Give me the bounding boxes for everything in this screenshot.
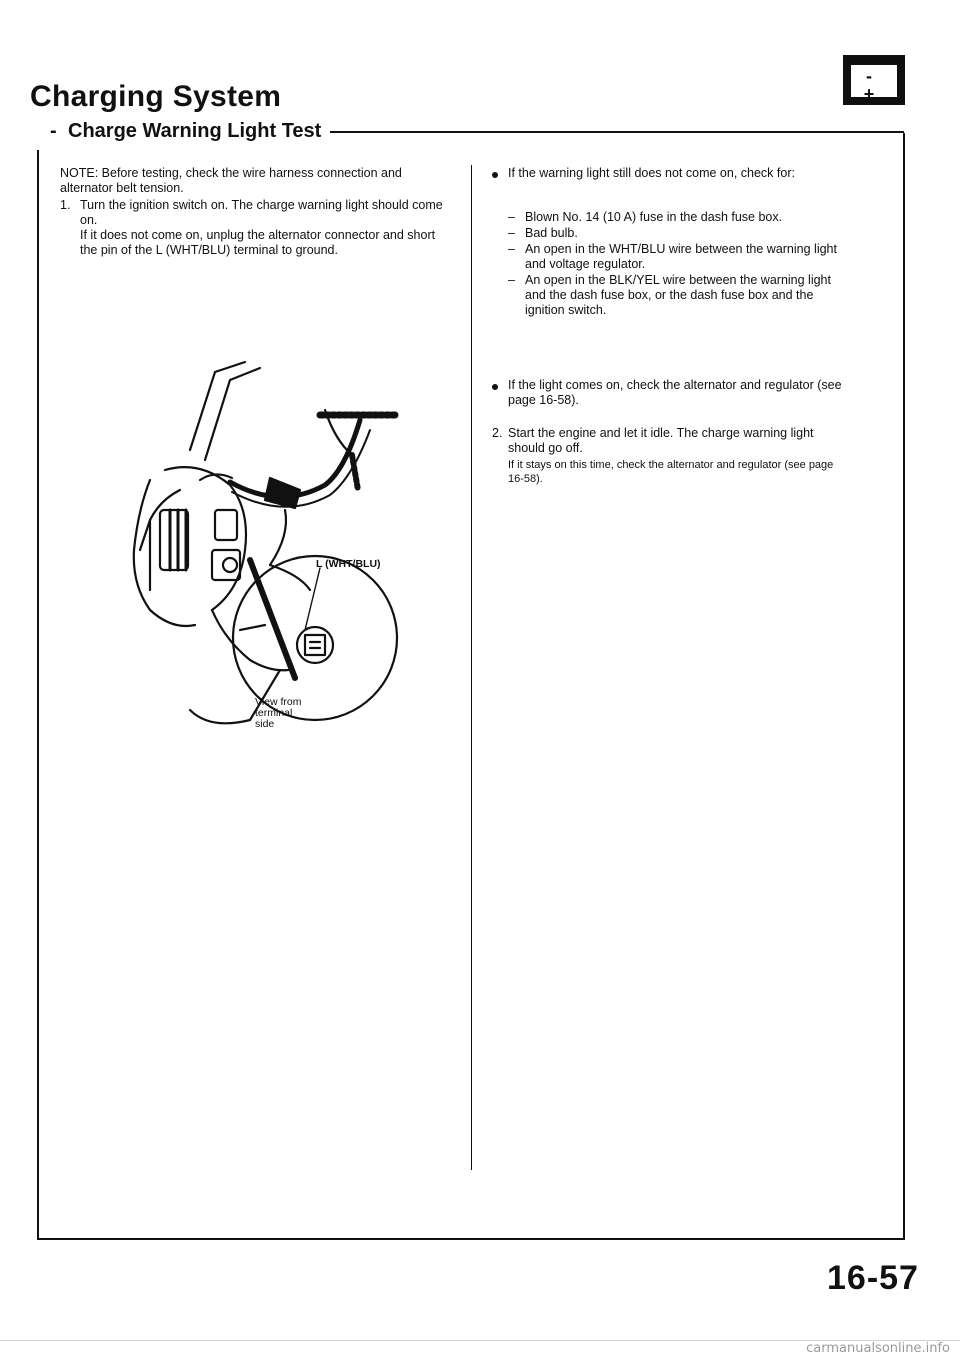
subtitle-dash: - [50, 120, 57, 142]
list-item: – An open in the BLK/YEL wire between the warning light and the dash fuse box, or the dash fuse box and the ignition switch. [508, 273, 831, 317]
view-label-line-1: View from [255, 696, 302, 708]
terminal-label: L (WHT/BLU) [316, 558, 381, 570]
alternator-connector-diagram [120, 360, 420, 750]
note-text: NOTE: Before testing, check the wire harness connection and alternator belt tension. [60, 166, 402, 195]
step-2-number: 2. [492, 426, 503, 440]
step-1-block [80, 198, 452, 258]
view-from-label [255, 697, 302, 730]
check-list [508, 210, 848, 319]
section-subtitle: Charge Warning Light Test [68, 120, 322, 142]
step-1-number: 1. [60, 198, 71, 212]
step-1-text-2: If it does not come on, unplug the alternator connector and short the pin of the L (WHT/BLU) terminal to ground. [80, 228, 436, 257]
frame-bottom-border [37, 1238, 905, 1240]
step-2-small-text: If it stays on this time, check the alternator and regulator (see page 16-58). [508, 459, 834, 485]
column-divider [471, 165, 472, 1170]
page-title: Charging System [30, 80, 282, 113]
view-label-line-3: side [255, 718, 275, 730]
list-item: – Bad bulb. [508, 226, 578, 240]
page-number: 16-57 [827, 1259, 919, 1297]
step-2-block [508, 426, 848, 486]
view-label-line-2: terminal [255, 707, 293, 719]
step-1-text: Turn the ignition switch on. The charge warning light should come on. [80, 198, 443, 227]
subtitle-rule [330, 131, 904, 133]
list-item: – An open in the WHT/BLU wire between the warning light and voltage regulator. [508, 242, 837, 271]
bullet-2-dot [492, 384, 498, 390]
watermark-text[interactable]: carmanualsonline.info [806, 1341, 950, 1356]
step-2-text: Start the engine and let it idle. The charge warning light should go off. [508, 426, 814, 455]
battery-signs: - + [863, 66, 885, 104]
bullet-2-text: If the light comes on, check the alternator and regulator (see page 16-58). [508, 378, 842, 407]
frame-left-border [37, 150, 39, 1240]
list-item: – Blown No. 14 (10 A) fuse in the dash fuse box. [508, 210, 783, 224]
bullet-1-text: If the warning light still does not come on, check for: [508, 166, 795, 180]
frame-right-border [903, 133, 905, 1240]
battery-icon [843, 55, 905, 105]
bullet-1-dot [492, 172, 498, 178]
